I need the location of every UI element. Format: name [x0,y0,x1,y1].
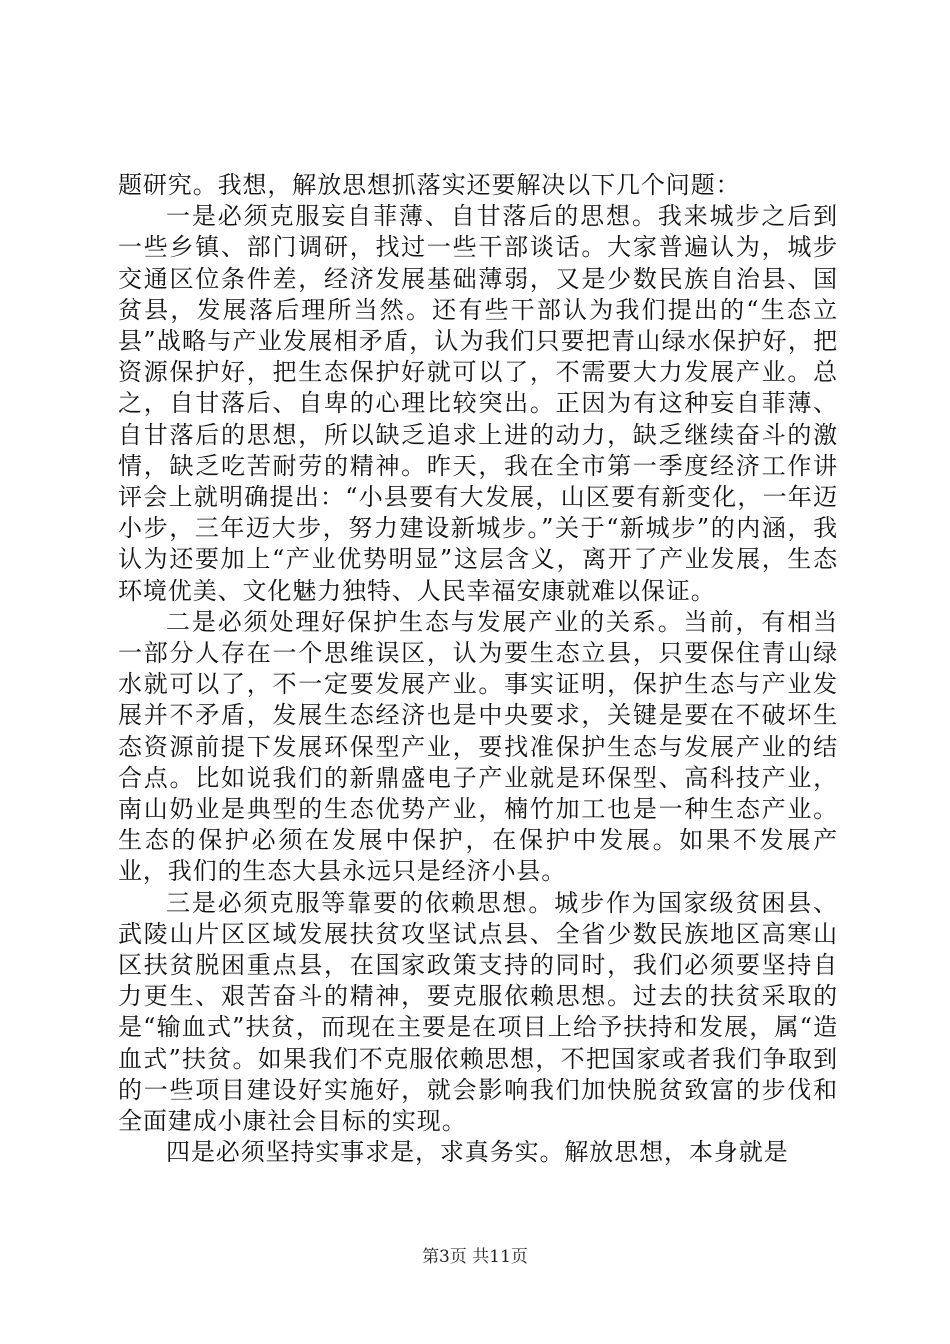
page-footer [0,1246,950,1268]
page-number-label: 第3页 共11页 [422,1247,528,1267]
paragraph-4: 三是必须克服等靠要的依赖思想。城步作为国家级贫困县、武陵山片区区域发展扶贫攻坚试点县、全省少数民族地区高寒山区扶贫脱困重点县，在国家政策支持的同时，我们必须要坚持自力更生、艰苦奋斗的精神，要克服依赖思想。过去的扶贫采取的是“输血式”扶贫，而现在主要是在项目上给予扶持和发展，属“造血式”扶贫。如果我们不克服依赖思想，不把国家或者我们争取到的一些项目建设好实施好，就会影响我们加快脱贫致富的步伐和全面建成小康社会目标的实现。 [118,888,838,1136]
paragraph-5: 四是必须坚持实事求是，求真务实。解放思想，本身就是 [166,1138,789,1167]
paragraph-2: 一是必须克服妄自菲薄、自甘落后的思想。我来城步之后到一些乡镇、部门调研，找过一些干部谈话。大家普遍认为，城步交通区位条件差，经济发展基础薄弱，又是少数民族自治县、国贫县，发展落后理所当然。还有些干部认为我们提出的“生态立县”战略与产业发展相矛盾，认为我们只要把青山绿水保护好，把资源保护好，把生态保护好就可以了，不需要大力发展产业。总之，自甘落后、自卑的心理比较突出。正因为有这种妄自菲薄、自甘落后的思想，所以缺乏追求上进的动力，缺乏继续奋斗的激情，缺乏吃苦耐劳的精神。昨天，我在全市第一季度经济工作讲评会上就明确提出：“小县要有大发展，山区要有新变化，一年迈小步，三年迈大步，努力建设新城步。”关于“新城步”的内涵，我认为还要加上“产业优势明显”这层含义，离开了产业发展，生态环境优美、文化魅力独特、人民幸福安康就难以保证。 [118,202,838,605]
document-body [118,170,838,1169]
paragraph-3: 二是必须处理好保护生态与发展产业的关系。当前，有相当一部分人存在一个思维误区，认为要生态立县，只要保住青山绿水就可以了，不一定要发展产业。事实证明，保护生态与产业发展并不矛盾，发展生态经济也是中央要求，关键是要在不破坏生态资源前提下发展环保型产业，要找准保护生态与发展产业的结合点。比如说我们的新鼎盛电子产业就是环保型、高科技产业，南山奶业是典型的生态优势产业，楠竹加工也是一种生态产业。生态的保护必须在发展中保护，在保护中发展。如果不发展产业，我们的生态大县永远只是经济小县。 [118,607,838,886]
paragraph-1: 题研究。我想，解放思想抓落实还要解决以下几个问题： [118,171,741,199]
